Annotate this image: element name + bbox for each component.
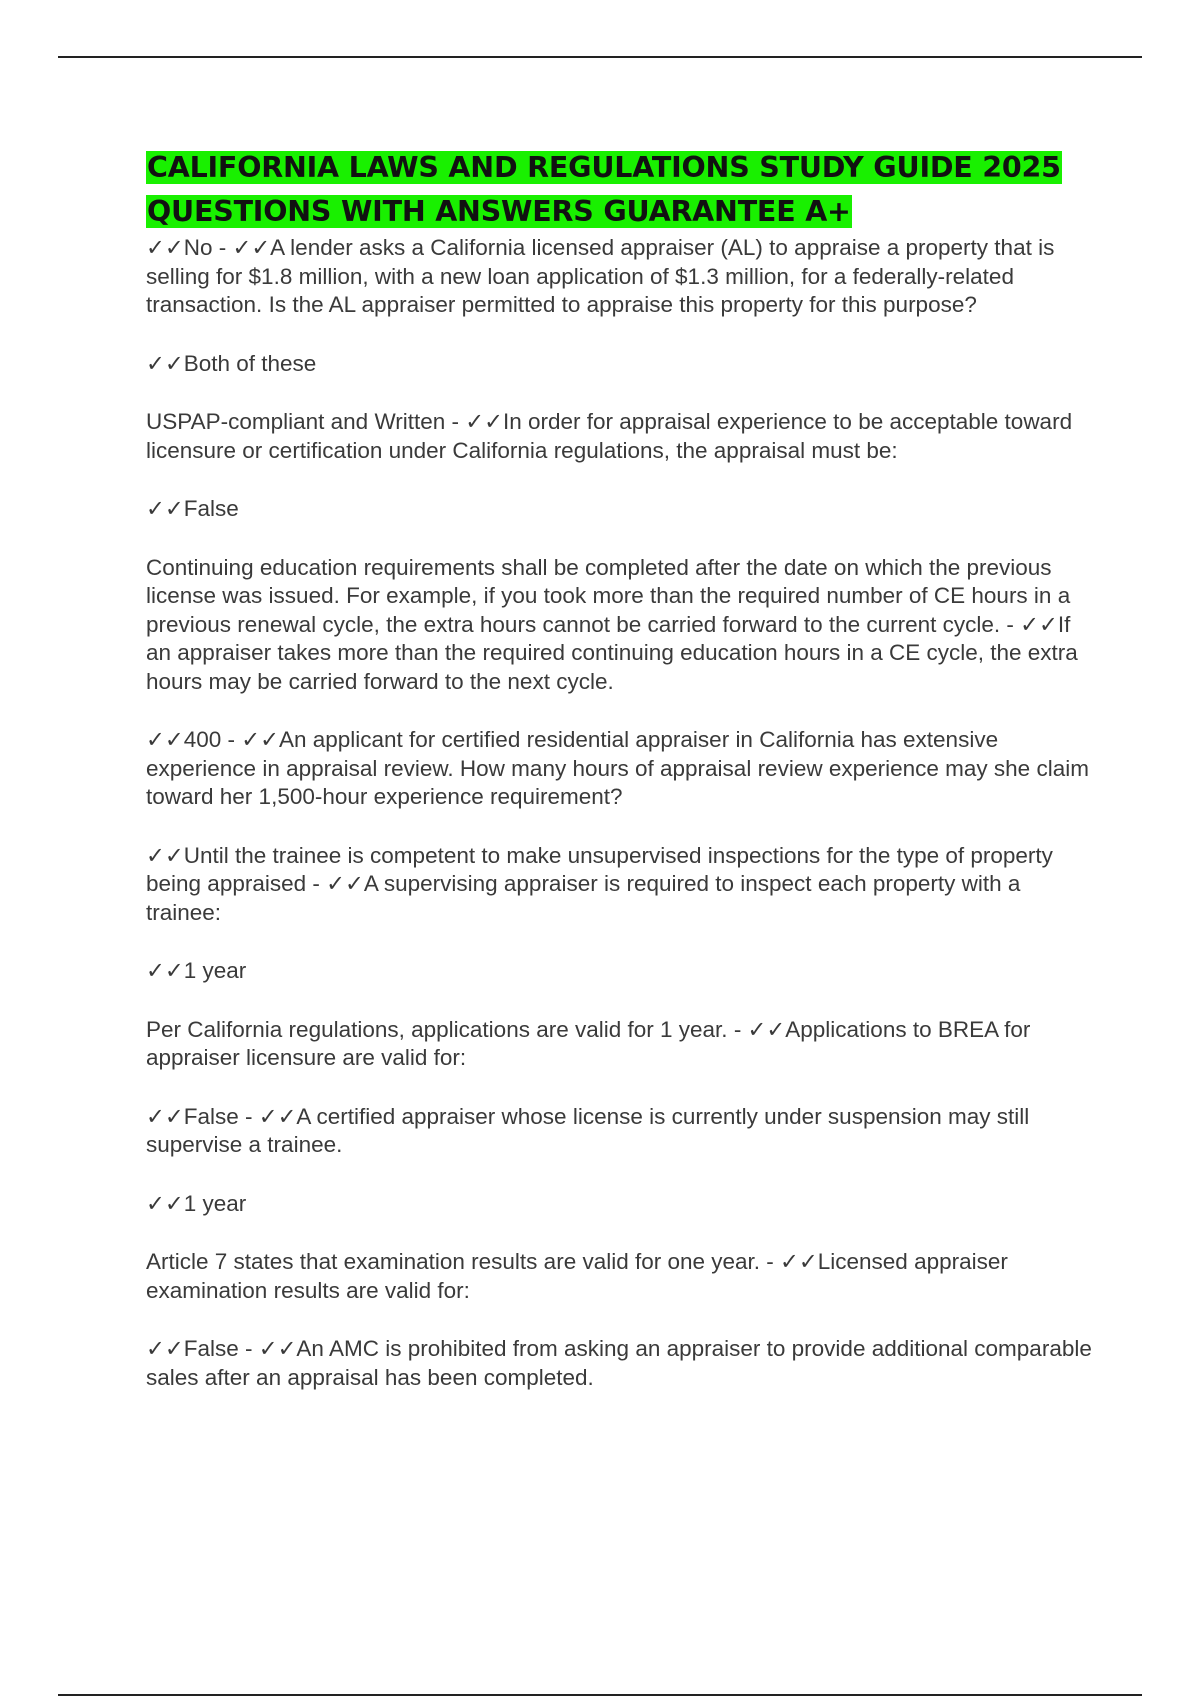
header-rule	[58, 56, 1142, 58]
qa-paragraph-1: ✓✓No - ✓✓A lender asks a California licensed appraiser (AL) to appraise a property that is selling for $1.8 million, with a new loan application of $1.3 million, for a federally-related transaction. Is the AL appraiser permitted to appraise this property for this purpose?	[146, 235, 1055, 317]
title-highlight	[146, 151, 1062, 228]
qa-paragraph-11: ✓✓1 year	[146, 1190, 247, 1216]
qa-paragraph-5: Continuing education requirements shall be completed after the date on which the previous license was issued. For example, if you took more than the required number of CE hours in a previous renewal cycle, the extra hours cannot be carried forward to the current cycle. - ✓✓If an appraiser takes more than the required continuing education hours in a CE cycle, the extra hours may be carried forward to the next cycle.	[146, 554, 1078, 694]
title-line-2: QUESTIONS WITH ANSWERS GUARANTEE A+	[147, 195, 851, 228]
qa-paragraph-8: ✓✓1 year	[146, 958, 247, 983]
qa-paragraph-7: ✓✓Until the trainee is competent to make unsupervised inspections for the type of property being appraised - ✓✓A supervising appraiser is required to inspect each property with a trainee:	[146, 842, 1053, 925]
qa-paragraph-12: Article 7 states that examination results are valid for one year. - ✓✓Licensed appraiser examination results are valid for:	[146, 1249, 1008, 1303]
qa-paragraph-10: ✓✓False - ✓✓A certified appraiser whose license is currently under suspension may still supervise a trainee.	[146, 1103, 1030, 1157]
qa-paragraph-4: ✓✓False	[146, 496, 239, 521]
document-body	[146, 146, 1096, 1422]
qa-paragraph-6: ✓✓400 - ✓✓An applicant for certified residential appraiser in California has extensive experience in appraisal review. How many hours of appraisal review experience may she claim toward her 1,500-hour experience requirement?	[146, 727, 1089, 809]
document-title	[146, 146, 1096, 234]
qa-paragraph-9: Per California regulations, applications are valid for 1 year. - ✓✓Applications to BREA for appraiser licensure are valid for:	[146, 1016, 1031, 1070]
qa-paragraph-13: ✓✓False - ✓✓An AMC is prohibited from asking an appraiser to provide additional comparable sales after an appraisal has been completed.	[146, 1336, 1092, 1390]
footer-rule	[58, 1694, 1142, 1696]
qa-paragraph-2: ✓✓Both of these	[146, 350, 317, 376]
title-line-1: CALIFORNIA LAWS AND REGULATIONS STUDY GUIDE 2025	[147, 151, 1061, 184]
qa-paragraph-3: USPAP-compliant and Written - ✓✓In order for appraisal experience to be acceptable toward licensure or certification under California regulations, the appraisal must be:	[146, 409, 1073, 463]
